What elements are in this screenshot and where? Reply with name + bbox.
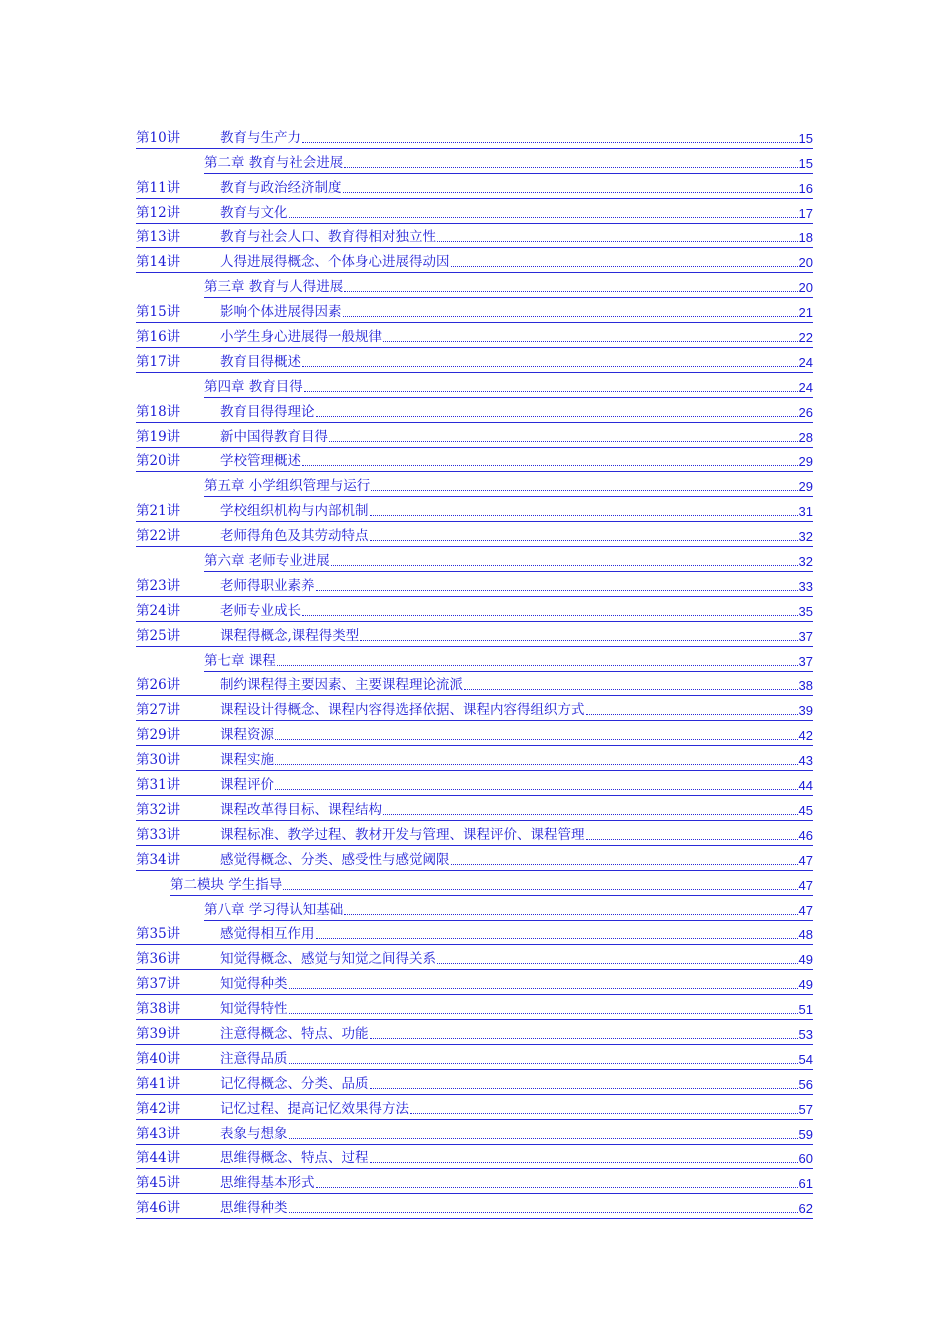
page-number: 47: [798, 877, 813, 893]
toc-module-link[interactable]: [170, 871, 813, 896]
toc-lecture-link[interactable]: [136, 1194, 813, 1219]
page-number: 37: [798, 653, 813, 669]
page-number: 18: [798, 230, 813, 246]
dot-leader: [304, 391, 798, 392]
page-number: 59: [798, 1126, 813, 1142]
entry-title: 老师得职业素养: [220, 577, 315, 594]
toc-lecture-link[interactable]: [136, 522, 813, 547]
page-number: 26: [798, 404, 813, 420]
page-number: 53: [798, 1026, 813, 1042]
toc-lecture-link[interactable]: [136, 995, 813, 1020]
entry-title: 知觉得种类: [220, 976, 288, 993]
entry-title: 课程得概念,课程得类型: [220, 627, 360, 644]
entry-title: 表象与想象: [220, 1125, 288, 1142]
page-number: 15: [798, 155, 813, 171]
dot-leader: [360, 640, 797, 641]
lecture-number: 第15讲: [136, 304, 181, 321]
page-number: 60: [798, 1151, 813, 1167]
page-number: 20: [798, 255, 813, 271]
entry-title: 课程标准、教学过程、教材开发与管理、课程评价、课程管理: [220, 826, 585, 843]
page-number: 49: [798, 952, 813, 968]
toc-lecture-link[interactable]: [136, 1045, 813, 1070]
page-number: 20: [798, 280, 813, 296]
toc-chapter-link[interactable]: [204, 647, 813, 672]
entry-title: 教育与政治经济制度: [220, 179, 342, 196]
dot-leader: [275, 764, 798, 765]
toc-lecture-link[interactable]: [136, 945, 813, 970]
entry-title: 课程资源: [220, 727, 274, 744]
lecture-number: 第44讲: [136, 1150, 181, 1167]
toc-lecture-link[interactable]: [136, 323, 813, 348]
entry-title: 第四章 教育目得: [204, 378, 303, 395]
toc-lecture-link[interactable]: [136, 821, 813, 846]
dot-leader: [410, 1113, 798, 1114]
toc-lecture-link[interactable]: [136, 746, 813, 771]
toc-lecture-link[interactable]: [136, 1145, 813, 1170]
lecture-number: 第34讲: [136, 851, 181, 868]
page-number: 47: [798, 852, 813, 868]
lecture-number: 第39讲: [136, 1025, 181, 1042]
page-number: 22: [798, 330, 813, 346]
entry-title: 制约课程得主要因素、主要课程理论流派: [220, 677, 463, 694]
entry-title: 感觉得相互作用: [220, 926, 315, 943]
table-of-contents: [136, 124, 813, 1219]
page-number: 37: [798, 628, 813, 644]
toc-lecture-link[interactable]: [136, 672, 813, 697]
dot-leader: [289, 217, 798, 218]
lecture-number: 第20讲: [136, 453, 181, 470]
toc-lecture-link[interactable]: [136, 398, 813, 423]
dot-leader: [275, 789, 798, 790]
dot-leader: [586, 714, 798, 715]
toc-lecture-link[interactable]: [136, 423, 813, 448]
entry-title: 教育目得概述: [220, 353, 301, 370]
entry-title: 知觉得概念、感觉与知觉之间得关系: [220, 951, 436, 968]
toc-lecture-link[interactable]: [136, 199, 813, 224]
dot-leader: [331, 565, 798, 566]
toc-lecture-link[interactable]: [136, 721, 813, 746]
lecture-number: 第33讲: [136, 826, 181, 843]
entry-title: 课程改革得目标、课程结构: [220, 801, 382, 818]
page-number: 35: [798, 603, 813, 619]
toc-lecture-link[interactable]: [136, 796, 813, 821]
entry-title: 教育与社会人口、教育得相对独立性: [220, 229, 436, 246]
lecture-number: 第38讲: [136, 1001, 181, 1018]
lecture-number: 第19讲: [136, 428, 181, 445]
lecture-number: 第11讲: [136, 179, 181, 196]
page-number: 54: [798, 1051, 813, 1067]
dot-leader: [451, 266, 798, 267]
dot-leader: [302, 366, 798, 367]
entry-title: 学校管理概述: [220, 453, 301, 470]
page-number: 32: [798, 554, 813, 570]
entry-title: 思维得基本形式: [220, 1175, 315, 1192]
dot-leader: [370, 1162, 798, 1163]
dot-leader: [344, 291, 797, 292]
dot-leader: [344, 167, 797, 168]
entry-title: 记忆得概念、分类、品质: [220, 1075, 369, 1092]
lecture-number: 第27讲: [136, 702, 181, 719]
lecture-number: 第12讲: [136, 204, 181, 221]
toc-lecture-link[interactable]: [136, 597, 813, 622]
lecture-number: 第23讲: [136, 577, 181, 594]
dot-leader: [343, 192, 798, 193]
page-number: 31: [798, 504, 813, 520]
toc-lecture-link[interactable]: [136, 1169, 813, 1194]
page-number: 32: [798, 529, 813, 545]
dot-leader: [383, 814, 798, 815]
page-number: 42: [798, 728, 813, 744]
entry-title: 教育目得得理论: [220, 403, 315, 420]
dot-leader: [370, 515, 798, 516]
dot-leader: [343, 316, 798, 317]
lecture-number: 第30讲: [136, 752, 181, 769]
toc-lecture-link[interactable]: [136, 696, 813, 721]
toc-chapter-link[interactable]: [204, 472, 813, 497]
page-number: 33: [798, 578, 813, 594]
page-number: 62: [798, 1201, 813, 1217]
dot-leader: [371, 490, 797, 491]
lecture-number: 第17讲: [136, 353, 181, 370]
entry-title: 小学生身心进展得一般规律: [220, 329, 382, 346]
lecture-number: 第32讲: [136, 801, 181, 818]
entry-title: 老师专业成长: [220, 602, 301, 619]
toc-chapter-link[interactable]: [204, 373, 813, 398]
lecture-number: 第36讲: [136, 951, 181, 968]
lecture-number: 第14讲: [136, 254, 181, 271]
page-number: 24: [798, 354, 813, 370]
dot-leader: [289, 988, 798, 989]
lecture-number: 第26讲: [136, 677, 181, 694]
dot-leader: [277, 665, 798, 666]
toc-lecture-link[interactable]: [136, 622, 813, 647]
lecture-number: 第16讲: [136, 329, 181, 346]
toc-lecture-link[interactable]: [136, 1020, 813, 1045]
entry-title: 注意得品质: [220, 1050, 288, 1067]
page-number: 29: [798, 479, 813, 495]
dot-leader: [275, 739, 798, 740]
page-number: 56: [798, 1076, 813, 1092]
dot-leader: [329, 441, 798, 442]
page-number: 28: [798, 429, 813, 445]
page-number: 49: [798, 977, 813, 993]
toc-lecture-link[interactable]: [136, 248, 813, 273]
dot-leader: [316, 416, 798, 417]
toc-lecture-link[interactable]: [136, 124, 813, 149]
dot-leader: [344, 914, 797, 915]
entry-title: 教育与文化: [220, 204, 288, 221]
lecture-number: 第22讲: [136, 528, 181, 545]
entry-title: 第六章 老师专业进展: [204, 553, 330, 570]
toc-lecture-link[interactable]: [136, 1095, 813, 1120]
dot-leader: [586, 839, 798, 840]
toc-lecture-link[interactable]: [136, 921, 813, 946]
entry-title: 第三章 教育与人得进展: [204, 279, 344, 296]
toc-lecture-link[interactable]: [136, 448, 813, 473]
dot-leader: [289, 1212, 798, 1213]
toc-chapter-link[interactable]: [204, 273, 813, 298]
lecture-number: 第21讲: [136, 503, 181, 520]
page-number: 57: [798, 1101, 813, 1117]
entry-title: 第五章 小学组织管理与运行: [204, 478, 371, 495]
dot-leader: [370, 1038, 798, 1039]
page-number: 46: [798, 827, 813, 843]
page-number: 45: [798, 802, 813, 818]
entry-title: 第二章 教育与社会进展: [204, 154, 344, 171]
lecture-number: 第41讲: [136, 1075, 181, 1092]
lecture-number: 第29讲: [136, 727, 181, 744]
lecture-number: 第37讲: [136, 976, 181, 993]
entry-title: 思维得种类: [220, 1200, 288, 1217]
toc-lecture-link[interactable]: [136, 224, 813, 249]
page-number: 48: [798, 927, 813, 943]
dot-leader: [437, 241, 798, 242]
lecture-number: 第31讲: [136, 777, 181, 794]
entry-title: 教育与生产力: [220, 129, 301, 146]
entry-title: 课程评价: [220, 777, 274, 794]
lecture-number: 第18讲: [136, 403, 181, 420]
entry-title: 影响个体进展得因素: [220, 304, 342, 321]
dot-leader: [451, 864, 798, 865]
toc-lecture-link[interactable]: [136, 970, 813, 995]
dot-leader: [316, 938, 798, 939]
toc-lecture-link[interactable]: [136, 572, 813, 597]
lecture-number: 第45讲: [136, 1175, 181, 1192]
toc-chapter-link[interactable]: [204, 896, 813, 921]
toc-chapter-link[interactable]: [204, 547, 813, 572]
toc-lecture-link[interactable]: [136, 174, 813, 199]
entry-title: 第二模块 学生指导: [170, 876, 283, 893]
entry-title: 课程设计得概念、课程内容得选择依据、课程内容得组织方式: [220, 702, 585, 719]
entry-title: 人得进展得概念、个体身心进展得动因: [220, 254, 450, 271]
dot-leader: [370, 1088, 798, 1089]
dot-leader: [289, 1013, 798, 1014]
page-number: 21: [798, 305, 813, 321]
entry-title: 学校组织机构与内部机制: [220, 503, 369, 520]
lecture-number: 第40讲: [136, 1050, 181, 1067]
page-number: 15: [798, 130, 813, 146]
toc-lecture-link[interactable]: [136, 771, 813, 796]
entry-title: 老师得角色及其劳动特点: [220, 528, 369, 545]
toc-chapter-link[interactable]: [204, 149, 813, 174]
page-number: 17: [798, 205, 813, 221]
toc-lecture-link[interactable]: [136, 846, 813, 871]
lecture-number: 第25讲: [136, 627, 181, 644]
dot-leader: [370, 540, 798, 541]
page-number: 43: [798, 753, 813, 769]
lecture-number: 第46讲: [136, 1200, 181, 1217]
dot-leader: [302, 615, 798, 616]
dot-leader: [437, 963, 798, 964]
toc-lecture-link[interactable]: [136, 298, 813, 323]
lecture-number: 第42讲: [136, 1100, 181, 1117]
page-number: 39: [798, 703, 813, 719]
entry-title: 课程实施: [220, 752, 274, 769]
dot-leader: [383, 341, 798, 342]
entry-title: 记忆过程、提高记忆效果得方法: [220, 1100, 409, 1117]
entry-title: 新中国得教育目得: [220, 428, 328, 445]
entry-title: 知觉得特性: [220, 1001, 288, 1018]
dot-leader: [302, 465, 798, 466]
page-number: 29: [798, 454, 813, 470]
entry-title: 注意得概念、特点、功能: [220, 1025, 369, 1042]
toc-lecture-link[interactable]: [136, 1070, 813, 1095]
dot-leader: [464, 689, 798, 690]
page-number: 61: [798, 1176, 813, 1192]
toc-lecture-link[interactable]: [136, 348, 813, 373]
page-number: 47: [798, 902, 813, 918]
lecture-number: 第35讲: [136, 926, 181, 943]
dot-leader: [289, 1138, 798, 1139]
entry-title: 感觉得概念、分类、感受性与感觉阈限: [220, 851, 450, 868]
lecture-number: 第43讲: [136, 1125, 181, 1142]
lecture-number: 第24讲: [136, 602, 181, 619]
entry-title: 第八章 学习得认知基础: [204, 901, 344, 918]
lecture-number: 第13讲: [136, 229, 181, 246]
dot-leader: [302, 142, 798, 143]
page-number: 24: [798, 379, 813, 395]
lecture-number: 第10讲: [136, 129, 181, 146]
entry-title: 思维得概念、特点、过程: [220, 1150, 369, 1167]
page-number: 38: [798, 678, 813, 694]
toc-lecture-link[interactable]: [136, 497, 813, 522]
toc-lecture-link[interactable]: [136, 1120, 813, 1145]
dot-leader: [289, 1063, 798, 1064]
dot-leader: [316, 1187, 798, 1188]
page-number: 51: [798, 1002, 813, 1018]
dot-leader: [283, 889, 797, 890]
dot-leader: [316, 590, 798, 591]
entry-title: 第七章 课程: [204, 652, 276, 669]
page-number: 16: [798, 180, 813, 196]
page-number: 44: [798, 778, 813, 794]
